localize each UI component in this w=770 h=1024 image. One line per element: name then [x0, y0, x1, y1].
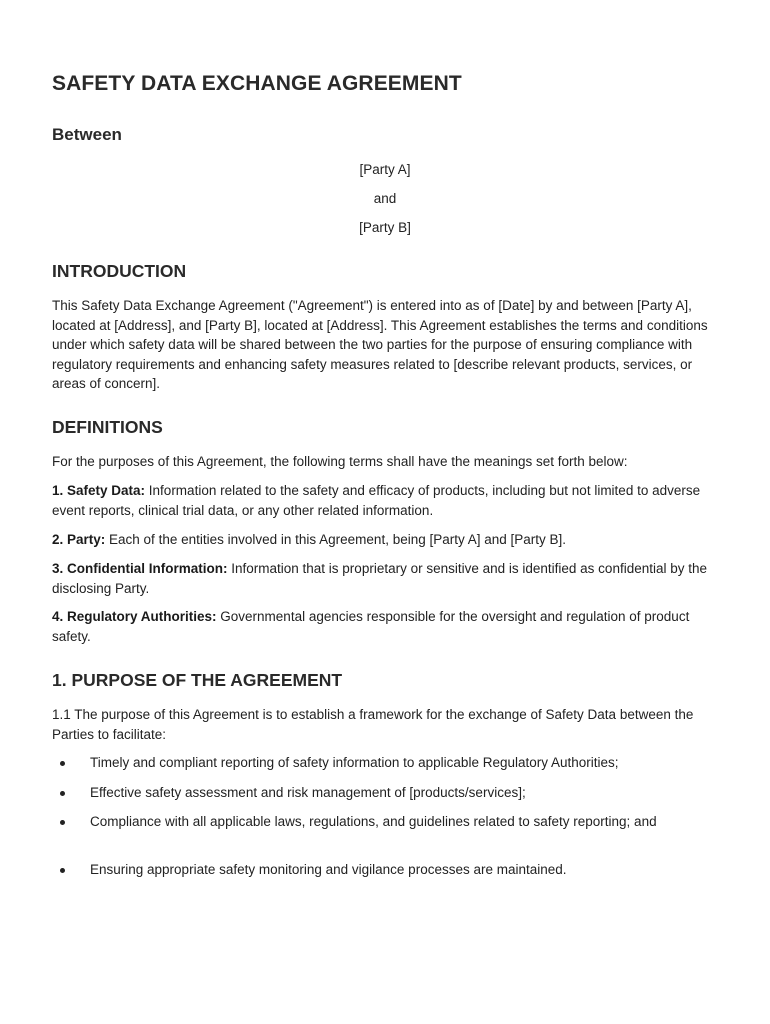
bullet-icon: [60, 761, 65, 766]
definition-item: [52, 559, 720, 598]
introduction-heading: INTRODUCTION: [52, 261, 187, 281]
list-item-text: Ensuring appropriate safety monitoring and vigilance processes are maintained.: [90, 862, 567, 877]
definition-term: 1. Safety Data:: [52, 483, 146, 498]
definition-term: 2. Party:: [52, 532, 106, 547]
definition-item: [52, 607, 720, 646]
definitions-heading: DEFINITIONS: [52, 417, 163, 437]
definition-term: 4. Regulatory Authorities:: [52, 609, 217, 624]
definition-item: [52, 481, 720, 520]
purpose-intro: 1.1 The purpose of this Agreement is to establish a framework for the exchange of Safety Data between the Parties to facilitate:: [52, 707, 694, 742]
definition-text: Information related to the safety and efficacy of products, including but not limited to adverse event reports, clinical trial data, or any other related information.: [52, 483, 701, 518]
introduction-text: This Safety Data Exchange Agreement ("Agreement") is entered into as of [Date] by and between [Party A], located at [Address], and [Party B], located at [Address]. This Agreement establishes the terms and conditions under which safety data will be shared between the two parties for the purpose of ensuring compliance with regulatory requirements and enhancing safety measures related to [describe relevant products, services, or areas of concern].: [52, 298, 708, 391]
list-item-text: Timely and compliant reporting of safety information to applicable Regulatory Authorities;: [90, 755, 619, 770]
list-item-text: Compliance with all applicable laws, regulations, and guidelines related to safety reporting; and: [90, 814, 657, 829]
document-title: SAFETY DATA EXCHANGE AGREEMENT: [52, 72, 462, 95]
definition-item: [52, 530, 720, 550]
list-item: [52, 753, 720, 773]
between-heading: Between: [52, 125, 122, 144]
bullet-icon: [60, 820, 65, 825]
party-b-label: [Party B]: [359, 220, 411, 235]
list-item-text: Effective safety assessment and risk management of [products/services];: [90, 785, 526, 800]
definition-term: 3. Confidential Information:: [52, 561, 228, 576]
purpose-heading: 1. PURPOSE OF THE AGREEMENT: [52, 670, 343, 690]
definition-text: Each of the entities involved in this Agreement, being [Party A] and [Party B].: [105, 532, 567, 547]
definition-text: Governmental agencies responsible for the oversight and regulation of product safety.: [52, 609, 690, 644]
party-a-label: [Party A]: [359, 162, 411, 177]
list-item: [52, 812, 720, 832]
definitions-intro: For the purposes of this Agreement, the following terms shall have the meanings set forth below:: [52, 454, 628, 469]
list-item: [52, 860, 720, 880]
bullet-icon: [60, 868, 65, 873]
bullet-icon: [60, 791, 65, 796]
definition-text: Information that is proprietary or sensitive and is identified as confidential by the disclosing Party.: [52, 561, 708, 596]
and-label: and: [373, 191, 397, 206]
list-item: [52, 783, 720, 803]
